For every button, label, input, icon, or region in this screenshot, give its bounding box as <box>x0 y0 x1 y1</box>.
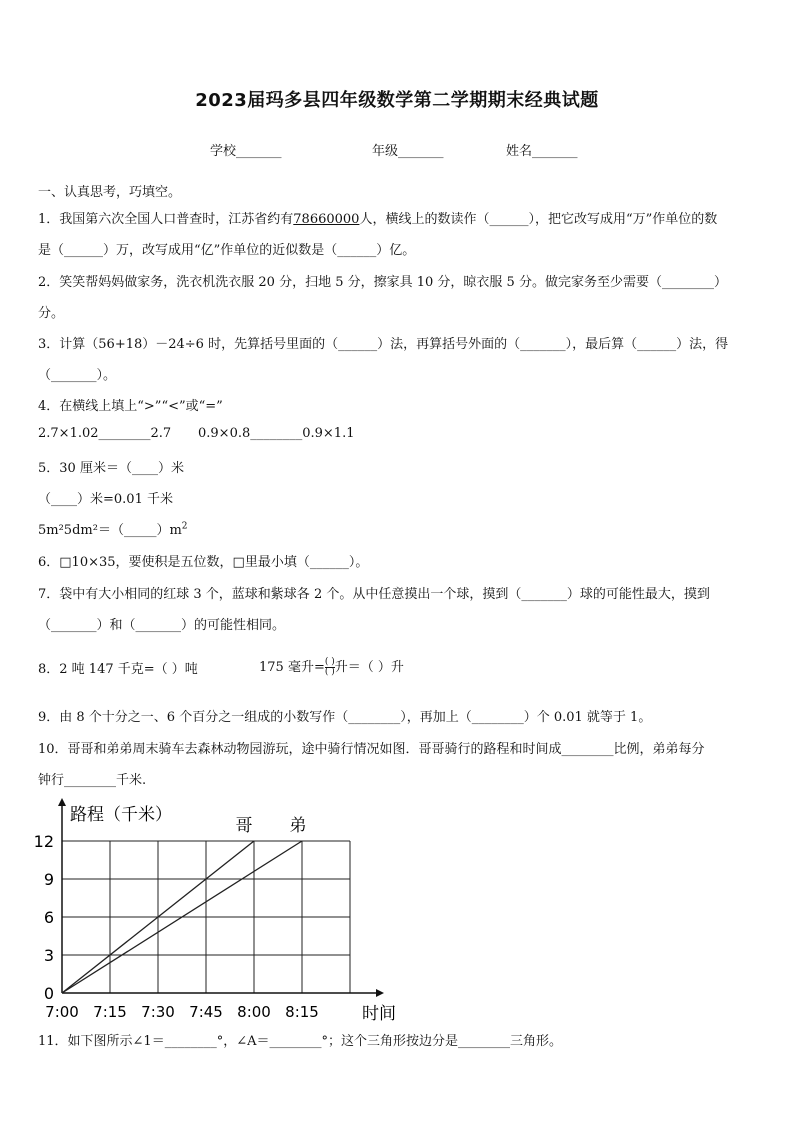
name-field: 姓名_______ <box>506 144 578 159</box>
x-tick-label: 7:00 <box>45 1003 79 1021</box>
question-10-line-1: 10．哥哥和弟弟周末骑车去森林动物园游玩，途中骑行情况如图．哥哥骑行的路程和时间成________比例，弟弟每分 <box>38 742 705 757</box>
question-5-line-1: 5．30 厘米＝（____）米 <box>38 461 184 476</box>
x-axis-arrow <box>376 989 384 997</box>
question-1-line-1: 1．我国第六次全国人口普查时，江苏省约有78660000人，横线上的数读作（______），把它改写成用“万”作单位的数 <box>38 212 718 227</box>
series-label-1: 哥 <box>235 816 253 836</box>
page-title: 2023届玛多县四年级数学第二学期期末经典试题 <box>195 90 599 111</box>
x-tick-label: 7:30 <box>141 1003 175 1021</box>
x-tick-label: 8:15 <box>285 1003 319 1021</box>
question-4-expr-1: 2.7×1.02________2.7 <box>38 426 172 441</box>
y-tick-label: 3 <box>43 946 54 965</box>
y-axis-label: 路程（千米） <box>70 805 172 825</box>
question-2-line-1: 2．笑笑帮妈妈做家务，洗衣机洗衣服 20 分，扫地 5 分，擦家具 10 分，晾衣服 5 分。做完家务至少需要（________） <box>38 275 727 290</box>
x-axis-label: 时间 <box>362 1004 396 1024</box>
x-tick-label: 8:00 <box>237 1003 271 1021</box>
y-axis-arrow <box>58 798 66 806</box>
question-3-line-1: 3．计算（56+18）－24÷6 时，先算括号里面的（______）法，再算括号外面的（_______），最后算（______）法，得 <box>38 337 729 352</box>
y-tick-label: 6 <box>43 908 54 927</box>
question-9: 9．由 8 个十分之一、6 个百分之一组成的小数写作（________），再加上（________）个 0.01 就等于 1。 <box>38 710 652 725</box>
question-7-line-2: （_______）和（_______）的可能性相同。 <box>38 618 286 633</box>
distance-time-chart <box>28 796 428 1028</box>
grade-field: 年级_______ <box>372 144 444 159</box>
question-7-line-1: 7．袋中有大小相同的红球 3 个，蓝球和紫球各 2 个。从中任意摸出一个球，摸到（_______）球的可能性最大，摸到 <box>38 587 710 602</box>
y-tick-label: 0 <box>43 984 54 1003</box>
section-heading: 一、认真思考，巧填空。 <box>38 185 182 200</box>
x-tick-label: 7:45 <box>189 1003 223 1021</box>
question-4-expr-2: 0.9×0.8________0.9×1.1 <box>198 426 355 441</box>
question-6: 6．□10×35，要使积是五位数，□里最小填（______）。 <box>38 555 369 570</box>
question-2-line-2: 分。 <box>38 306 65 321</box>
school-field: 学校_______ <box>210 144 282 159</box>
question-4-line-1: 4．在横线上填上“>”“<”或“=” <box>38 399 223 414</box>
population-number: 78660000 <box>293 212 360 227</box>
question-11: 11．如下图所示∠1＝________°，∠A＝________°；这个三角形按边分是________三角形。 <box>38 1034 562 1049</box>
question-5-line-3: $5m^25dm^2=(\_\_\_\_\_)m^2$ <box>38 521 188 538</box>
question-3-line-2: （_______）。 <box>38 368 117 383</box>
y-tick-label: 12 <box>33 832 54 851</box>
question-5-line-2: （____）米=0.01 千米 <box>38 492 173 507</box>
series-label-2: 弟 <box>289 816 307 836</box>
question-1-line-2: 是（______）万，改写成用“亿”作单位的近似数是（______）亿。 <box>38 243 416 258</box>
fraction-blank: $\frac{( )}{( )}$ <box>324 657 335 677</box>
y-tick-label: 9 <box>43 870 54 889</box>
question-10-line-2: 钟行________千米. <box>38 773 147 788</box>
question-8-part-2: 175 毫升= $\frac{( )}{( )}$ 升＝（ ）升 <box>259 657 404 677</box>
question-8-part-1: 8．2 吨 147 千克=（ ）吨 <box>38 662 198 677</box>
x-tick-label: 7:15 <box>93 1003 127 1021</box>
